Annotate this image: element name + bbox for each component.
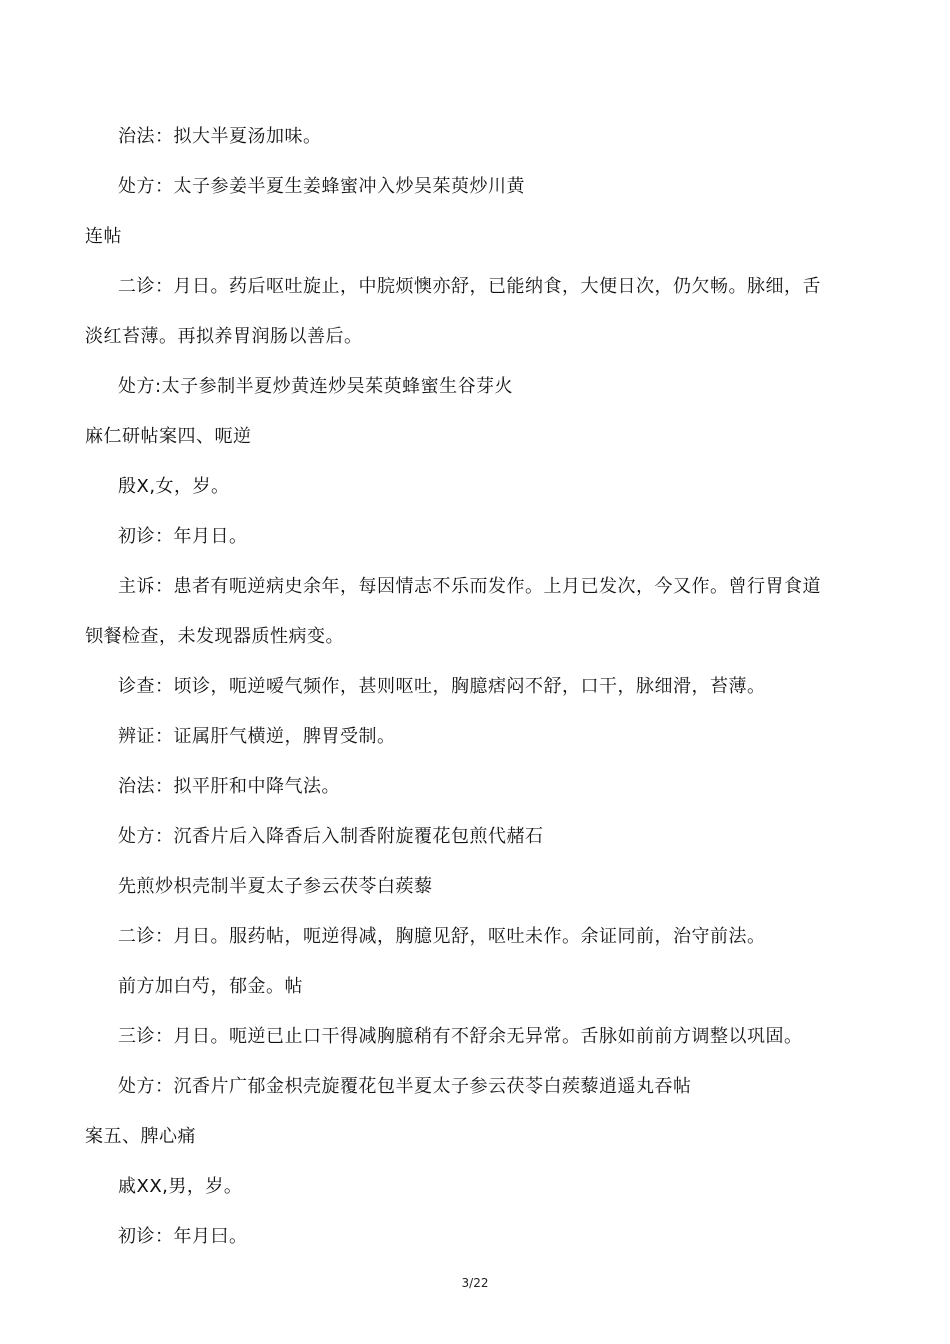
text-line-second-visit-cont: 淡红苔薄。再拟养胃润肠以善后。 — [85, 326, 363, 347]
text-line-case-five-heading: 案五、脾心痛 — [85, 1126, 196, 1147]
text-line-prescription-1-cont: 连帖 — [85, 226, 122, 247]
text-line-prescription-4: 处方：沉香片广郁金枳壳旋覆花包半夏太子参云茯苓白蒺藜逍遥丸吞帖 — [118, 1076, 692, 1097]
text-line-second-visit: 二诊：月日。药后呕吐旋止，中脘烦懊亦舒，已能纳食，大便日次，仍欠畅。脉细，舌 — [118, 276, 821, 297]
text-line-complaint: 主诉：患者有呃逆病史余年，每因情志不乐而发作。上月已发次，今又作。曾行胃食道 — [118, 576, 821, 597]
text-line-patient-info-2: 戚XX,男，岁。 — [118, 1176, 243, 1197]
text-line-diagnosis: 辨证：证属肝气横逆，脾胃受制。 — [118, 726, 396, 747]
text-line-complaint-cont: 钡餐检查，未发现器质性病变。 — [85, 626, 344, 647]
text-line-treatment-1: 治法：拟大半夏汤加味。 — [118, 126, 322, 147]
text-line-prescription-addition: 前方加白芍，郁金。帖 — [118, 976, 303, 997]
text-line-patient-info: 殷X,女，岁。 — [118, 476, 230, 497]
text-line-prescription-3: 处方：沉香片后入降香后入制香附旋覆花包煎代赭石 — [118, 826, 544, 847]
text-line-examination: 诊查：顷诊，呃逆嗳气频作，甚则呕吐，胸臆痞闷不舒，口干，脉细滑，苔薄。 — [118, 676, 766, 697]
text-line-prescription-1: 处方：太子参姜半夏生姜蜂蜜冲入炒吴茱萸炒川黄 — [118, 176, 525, 197]
text-line-third-visit: 三诊：月日。呃逆已止口干得减胸臆稍有不舒余无异常。舌脉如前前方调整以巩固。 — [118, 1026, 803, 1047]
text-line-prescription-2: 处方:太子参制半夏炒黄连炒吴茱萸蜂蜜生谷芽火 — [118, 376, 514, 397]
text-line-second-visit-2: 二诊：月日。服药帖，呃逆得减，胸臆见舒，呕吐未作。余证同前，治守前法。 — [118, 926, 766, 947]
text-line-prescription-3-cont: 先煎炒枳壳制半夏太子参云茯苓白蒺藜 — [118, 876, 433, 897]
text-line-treatment-2: 治法：拟平肝和中降气法。 — [118, 776, 340, 797]
text-line-first-visit: 初诊：年月日。 — [118, 526, 248, 547]
text-line-first-visit-2: 初诊：年月曰。 — [118, 1226, 248, 1247]
page-number: 3/22 — [461, 1276, 489, 1290]
text-line-case-four-heading: 麻仁研帖案四、呃逆 — [85, 426, 252, 447]
